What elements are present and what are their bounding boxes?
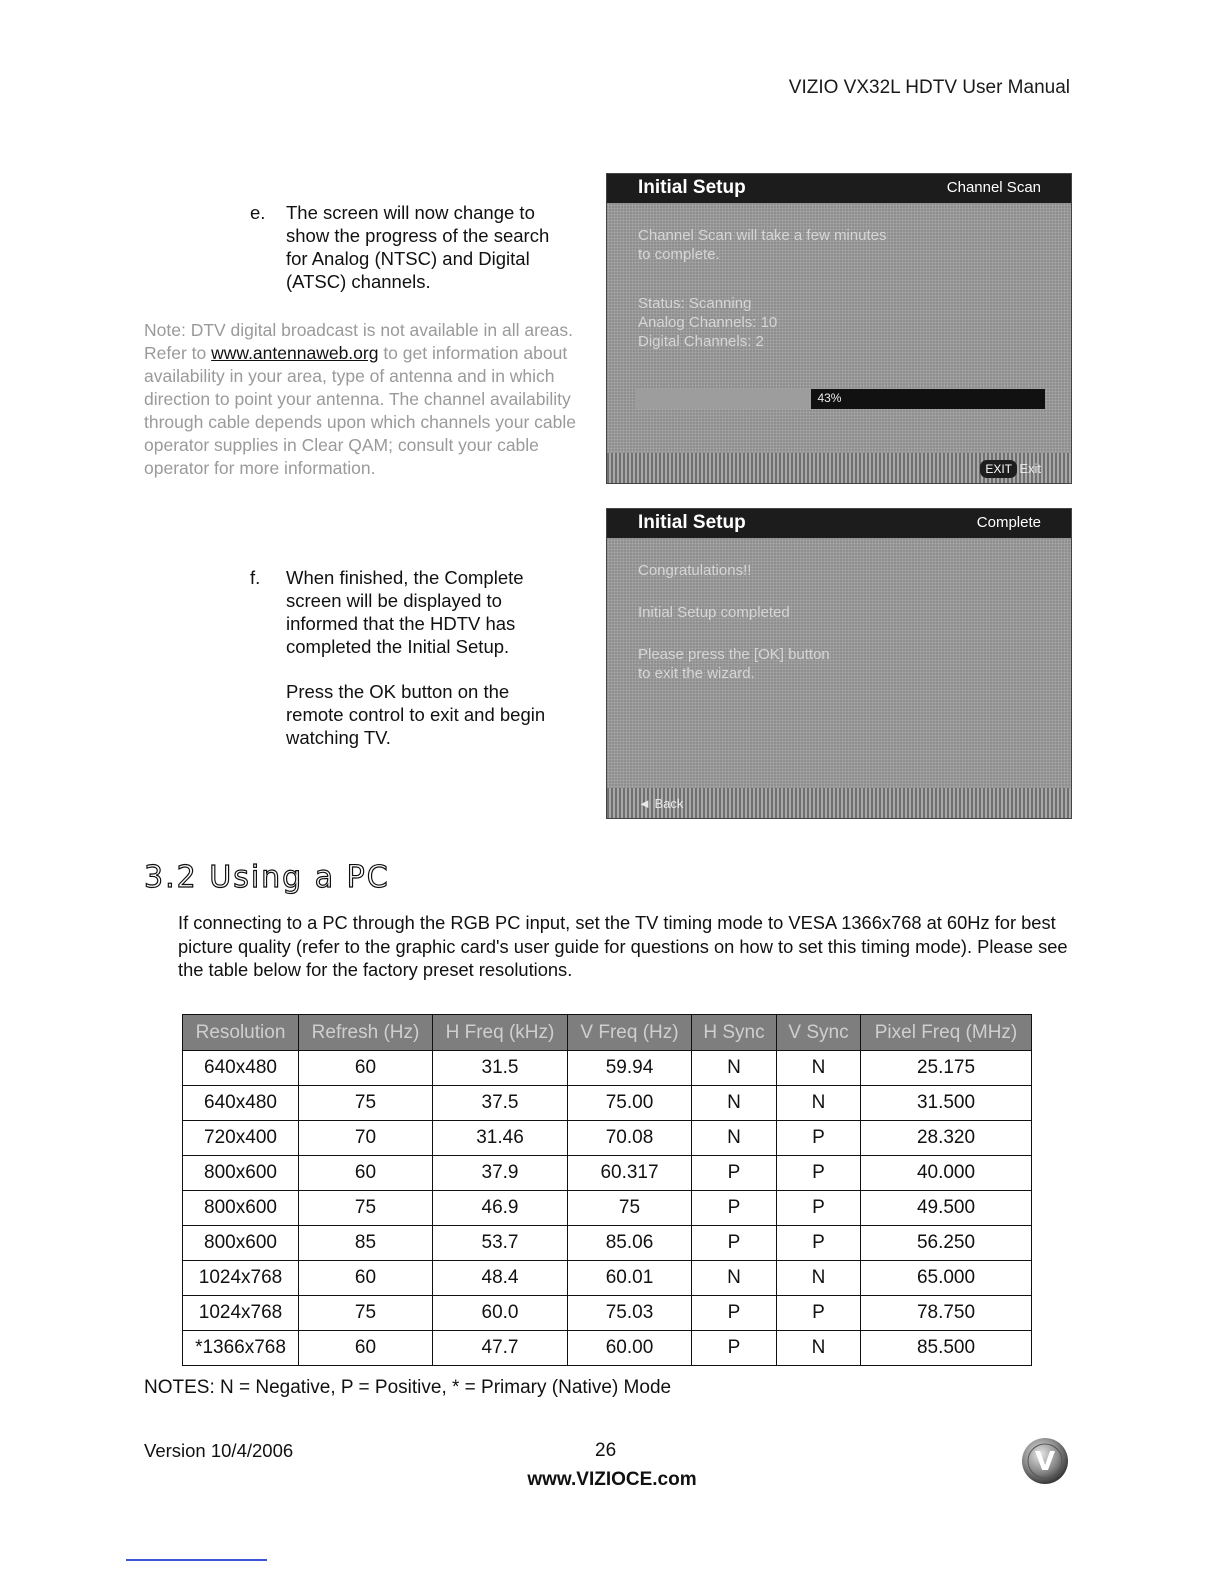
- table-cell: 85: [299, 1226, 433, 1261]
- setup-completed-text: Initial Setup completed: [638, 604, 790, 621]
- table-cell: 48.4: [433, 1261, 568, 1296]
- table-cell: P: [692, 1156, 777, 1191]
- step-f-text: [286, 566, 545, 749]
- column-header: H Sync: [692, 1015, 777, 1051]
- table-cell: 1024x768: [183, 1261, 299, 1296]
- table-header-row: [183, 1015, 1032, 1051]
- table-row: [183, 1226, 1032, 1261]
- table-cell: N: [777, 1051, 861, 1086]
- step-f-extra-line: Press the OK button on the: [286, 681, 510, 702]
- dtv-note: [144, 319, 594, 480]
- screen-title-bar: [607, 174, 1071, 203]
- table-cell: 60.317: [568, 1156, 692, 1191]
- note-text-continued: to get information about availability in your area, type of antenna and in which direction to point your antenna. The channel availability through cable depends upon which channels your cable operator supplies in Clear QAM; consult your cable operator for more information.: [144, 343, 576, 478]
- table-cell: 59.94: [568, 1051, 692, 1086]
- table-cell: *1366x768: [183, 1331, 299, 1366]
- table-cell: 75: [299, 1191, 433, 1226]
- table-cell: 49.500: [861, 1191, 1032, 1226]
- table-cell: 60.00: [568, 1331, 692, 1366]
- scan-message: to complete.: [638, 246, 720, 263]
- table-cell: 75: [568, 1191, 692, 1226]
- step-f-extra-line: watching TV.: [286, 727, 391, 748]
- table-cell: 640x480: [183, 1051, 299, 1086]
- table-row: [183, 1121, 1032, 1156]
- table-row: [183, 1331, 1032, 1366]
- column-header: Refresh (Hz): [299, 1015, 433, 1051]
- table-cell: 56.250: [861, 1226, 1032, 1261]
- analog-channels: Analog Channels: 10: [638, 314, 778, 331]
- step-f-line: completed the Initial Setup.: [286, 636, 510, 657]
- back-button[interactable]: ◄ Back: [638, 796, 684, 811]
- table-notes: NOTES: N = Negative, P = Positive, * = Primary (Native) Mode: [144, 1377, 672, 1398]
- table-cell: 37.9: [433, 1156, 568, 1191]
- table-cell: P: [692, 1331, 777, 1366]
- table-cell: 28.320: [861, 1121, 1032, 1156]
- table-cell: 75.00: [568, 1086, 692, 1121]
- table-row: [183, 1156, 1032, 1191]
- table-cell: 37.5: [433, 1086, 568, 1121]
- table-cell: 60.0: [433, 1296, 568, 1331]
- table-cell: 47.7: [433, 1331, 568, 1366]
- table-cell: 31.5: [433, 1051, 568, 1086]
- footer-rule: [126, 1559, 267, 1561]
- table-cell: 25.175: [861, 1051, 1032, 1086]
- table-cell: 75: [299, 1086, 433, 1121]
- website-url: www.VIZIOCE.com: [527, 1469, 697, 1490]
- table-cell: 800x600: [183, 1191, 299, 1226]
- table-cell: P: [777, 1156, 861, 1191]
- column-header: H Freq (kHz): [433, 1015, 568, 1051]
- scan-message: Channel Scan will take a few minutes: [638, 227, 887, 244]
- complete-screen: [606, 508, 1072, 819]
- column-header: Pixel Freq (MHz): [861, 1015, 1032, 1051]
- table-cell: 31.46: [433, 1121, 568, 1156]
- resolution-table: [182, 1014, 1032, 1366]
- svg-text:V: V: [1034, 1447, 1056, 1477]
- table-row: [183, 1296, 1032, 1331]
- congratulations-text: Congratulations!!: [638, 562, 752, 579]
- table-cell: N: [692, 1051, 777, 1086]
- table-cell: 60: [299, 1156, 433, 1191]
- table-cell: 78.750: [861, 1296, 1032, 1331]
- table-cell: P: [777, 1296, 861, 1331]
- table-cell: 800x600: [183, 1156, 299, 1191]
- table-cell: 640x480: [183, 1086, 299, 1121]
- table-cell: 800x600: [183, 1226, 299, 1261]
- step-e-line: (ATSC) channels.: [286, 271, 431, 292]
- step-e-text: [286, 201, 549, 293]
- step-f: [250, 566, 590, 756]
- table-cell: 31.500: [861, 1086, 1032, 1121]
- page-number: 26: [595, 1440, 617, 1461]
- table-cell: 46.9: [433, 1191, 568, 1226]
- table-cell: N: [692, 1086, 777, 1121]
- table-cell: 720x400: [183, 1121, 299, 1156]
- table-cell: 40.000: [861, 1156, 1032, 1191]
- table-row: [183, 1261, 1032, 1296]
- step-e: [250, 201, 590, 296]
- column-header: Resolution: [183, 1015, 299, 1051]
- table-cell: 85.06: [568, 1226, 692, 1261]
- table-cell: 65.000: [861, 1261, 1032, 1296]
- step-e-line: for Analog (NTSC) and Digital: [286, 248, 530, 269]
- table-cell: 75: [299, 1296, 433, 1331]
- step-f-line: screen will be displayed to: [286, 590, 502, 611]
- table-cell: N: [692, 1121, 777, 1156]
- table-row: [183, 1191, 1032, 1226]
- table-row: [183, 1051, 1032, 1086]
- digital-channels: Digital Channels: 2: [638, 333, 764, 350]
- press-ok-text: Please press the [OK] button: [638, 646, 830, 663]
- table-cell: 75.03: [568, 1296, 692, 1331]
- channel-scan-screen: [606, 173, 1072, 484]
- step-f-extra-line: remote control to exit and begin: [286, 704, 546, 725]
- table-cell: N: [777, 1331, 861, 1366]
- step-f-line: informed that the HDTV has: [286, 613, 516, 634]
- exit-wizard-text: to exit the wizard.: [638, 665, 755, 682]
- exit-label: Exit: [1019, 461, 1041, 476]
- table-cell: 60: [299, 1051, 433, 1086]
- column-header: V Freq (Hz): [568, 1015, 692, 1051]
- step-e-line: The screen will now change to: [286, 202, 535, 223]
- manual-title: VIZIO VX32L HDTV User Manual: [788, 77, 1070, 98]
- exit-button[interactable]: EXIT: [980, 460, 1017, 478]
- scan-progress-bar: [635, 389, 1045, 409]
- section-paragraph: If connecting to a PC through the RGB PC input, set the TV timing mode to VESA 1366x768 at 60Hz for best picture quality (refer to the graphic card's user guide for questions on how to set this timing mode). Please see the table below for the factory preset resolutions.: [178, 912, 1068, 980]
- note-text: Note: DTV digital broadcast is not available in all areas. Refer to: [144, 320, 573, 363]
- screen-subtitle: Channel Scan: [946, 179, 1041, 196]
- table-cell: P: [692, 1191, 777, 1226]
- column-header: V Sync: [777, 1015, 861, 1051]
- table-cell: N: [777, 1261, 861, 1296]
- scan-progress-fill: [635, 389, 811, 409]
- step-e-letter: e.: [250, 202, 266, 223]
- table-cell: P: [777, 1121, 861, 1156]
- table-cell: 60.01: [568, 1261, 692, 1296]
- table-cell: 60: [299, 1261, 433, 1296]
- antennaweb-link[interactable]: www.antennaweb.org: [211, 343, 379, 363]
- vizio-logo-icon: [1020, 1436, 1070, 1486]
- table-cell: P: [777, 1226, 861, 1261]
- table-cell: 60: [299, 1331, 433, 1366]
- table-cell: N: [692, 1261, 777, 1296]
- table-cell: 70.08: [568, 1121, 692, 1156]
- section-heading: 3.2 Using a PC: [144, 860, 390, 895]
- table-cell: 70: [299, 1121, 433, 1156]
- table-cell: 1024x768: [183, 1296, 299, 1331]
- screen-subtitle: Complete: [976, 514, 1041, 531]
- table-cell: P: [777, 1191, 861, 1226]
- version-text: Version 10/4/2006: [144, 1440, 294, 1461]
- scan-status: Status: Scanning: [638, 295, 752, 312]
- screen-title: Initial Setup: [638, 177, 746, 198]
- screen-title: Initial Setup: [638, 512, 746, 533]
- table-cell: P: [692, 1226, 777, 1261]
- screen-title-bar: [607, 509, 1071, 538]
- scan-progress-label: 43%: [817, 391, 842, 405]
- table-cell: P: [692, 1296, 777, 1331]
- table-row: [183, 1086, 1032, 1121]
- step-f-line: When finished, the Complete: [286, 567, 524, 588]
- table-cell: 85.500: [861, 1331, 1032, 1366]
- step-e-line: show the progress of the search: [286, 225, 550, 246]
- table-cell: N: [777, 1086, 861, 1121]
- step-f-letter: f.: [250, 567, 261, 588]
- table-cell: 53.7: [433, 1226, 568, 1261]
